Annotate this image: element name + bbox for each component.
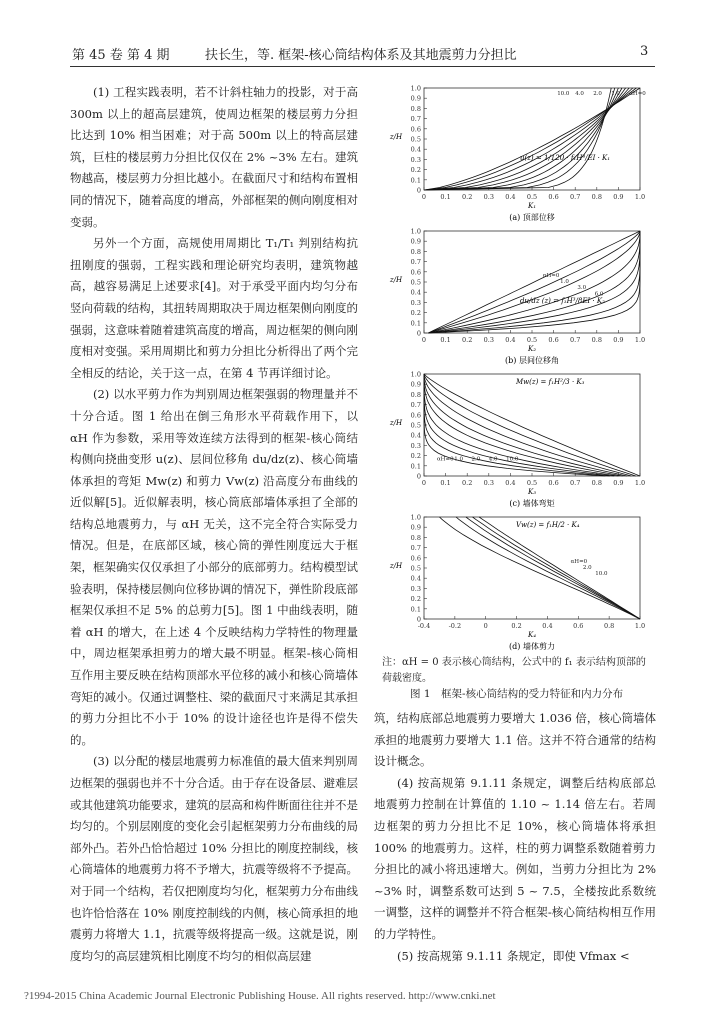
y-tick-label: 0.1 (410, 605, 421, 614)
x-tick-label: 0.4 (542, 622, 553, 630)
y-tick-label: 0.7 (410, 544, 421, 553)
x-tick-label: 0.4 (505, 336, 516, 344)
x-tick-label: 0.1 (440, 336, 451, 344)
y-tick-label: 0.8 (410, 247, 421, 256)
x-tick-label: 1.0 (634, 479, 646, 487)
paragraph-1: (1) 工程实践表明，若不计斜柱轴力的投影，对于高 300m 以上的超高层建筑，使周边框架的楼层剪力分担比达到 10% 相当困难；对于高 500m 以上的特高层建筑，巨柱的楼层剪力分担比仅仅在 2% ~3% 左右。建筑物越高，楼层剪力分担比越小。在截面尺寸和结构布置相同的情况下，随着高度的增高，外部框架的侧向刚度相对变弱。 (70, 85, 358, 229)
y-tick-label: 0.3 (410, 298, 421, 307)
x-axis-label: K₁ (527, 202, 537, 210)
curve-label: 2.0 (582, 565, 592, 572)
y-tick-label: 0.4 (410, 288, 421, 297)
x-tick-label: 0.4 (505, 479, 516, 487)
y-tick-label: 0.7 (410, 401, 421, 410)
header-rule (70, 66, 655, 67)
y-tick-label: 0.4 (410, 145, 421, 154)
curve-label: 2.0 (593, 91, 602, 98)
panel-caption: (d) 墙体剪力 (509, 642, 555, 651)
curve-αH=0 (428, 231, 640, 333)
x-tick-label: 0.3 (483, 479, 494, 487)
y-tick-label: 1.0 (410, 84, 421, 93)
curve-label: 10.0 (557, 91, 570, 98)
panel-caption: (c) 墙体弯矩 (509, 499, 555, 508)
y-tick-label: 0.9 (410, 523, 421, 532)
y-tick-label: 0.3 (410, 584, 421, 593)
curve-1.0 (473, 517, 641, 619)
copyright-footer: ?1994-2015 China Academic Journal Electronic Publishing House. All rights reserved. http://www.cnki.net (24, 990, 496, 1002)
x-tick-label: 0 (421, 193, 427, 201)
x-tick-label: 0 (421, 479, 427, 487)
x-tick-label: 0.1 (440, 193, 451, 201)
figure-note: 注：αH = 0 表示核心筒结构，公式中的 f₁ 表示结构顶部的荷载密度。 (382, 657, 646, 684)
x-tick-label: 0.6 (548, 336, 559, 344)
y-tick-label: 0 (416, 615, 421, 624)
y-axis-label: z/H (389, 133, 403, 141)
y-axis-label: z/H (389, 562, 403, 570)
left-column (70, 82, 358, 967)
paragraph-6: (4) 按高规第 9.1.11 条规定，调整后结构底部总地震剪力控制在计算值的 1.10 ~ 1.14 倍左右。若周边框架的剪力分担比不足 10%，核心筒墙体将承担 100% 的地震剪力。这样，柱的剪力调整系数随着剪力分担比的减小将迅速增大。例如，当剪力分担比为 2% ~3% 时，调整系数可达到 5 ~ 7.5，全楼按此系数统一调整，这样的调整并不符合框架-核心筒结构相互作用的力学特性。 (374, 775, 656, 941)
curve-label: 10.0 (506, 456, 519, 463)
x-tick-label: 0.8 (591, 193, 602, 201)
x-tick-label: 0.6 (548, 479, 559, 487)
curve-label: 4.0 (488, 456, 498, 463)
paragraph-5: 筑，结构底部总地震剪力要增大 1.036 倍，核心筒墙体承担的地震剪力要增大 1.1 倍。这并不符合通常的结构设计概念。 (374, 711, 656, 769)
y-tick-label: 0.6 (410, 125, 421, 134)
curve-2.0 (424, 88, 626, 190)
curve-1.0 (424, 88, 633, 190)
x-tick-label: 0.1 (440, 479, 451, 487)
curve-label: αH=0 (570, 558, 588, 565)
x-tick-label: 0.8 (603, 622, 615, 630)
x-tick-label: 1.0 (634, 193, 646, 201)
x-tick-label: 0 (421, 336, 427, 344)
y-tick-label: 0.6 (410, 268, 421, 277)
paragraph-4: (3) 以分配的楼层地震剪力标准值的最大值来判别周边框架的强弱也并不十分合适。由于存在设备层、避难层或其他建筑功能要求，建筑的层高和构件断面往往并不是均匀的。个别层刚度的变化会引起框架剪力分布曲线的局部外凸。若外凸恰恰超过 10% 分担比的刚度控制线，核心筒墙体的地震剪力将不予增大，抗震等级将不予提高。对于同一个结构，若仅把刚度均匀化，框架剪力分布曲线也许恰恰落在 10% 刚度控制线的内侧，核心筒承担的地震剪力将增大 1.1，抗震等级将提高一级。这就是说，刚度均匀的高层建筑相比刚度不均匀的相似高层建 (70, 754, 358, 963)
panel-formula: du/dz (z) = f₁H³/8EI · K₂ (520, 297, 605, 305)
x-tick-label: 0 (483, 622, 488, 630)
panel-formula: Vw(z) = f₁H/2 · K₄ (516, 521, 580, 529)
x-tick-label: -0.4 (417, 622, 431, 630)
right-column (374, 708, 656, 967)
paragraph-2: 另外一个方面，高规使用周期比 T₁/T₁ 判别结构抗扭刚度的强弱，工程实践和理论研究均表明，建筑物越高，越容易满足上述要求[4]。对于承受平面内均匀分布竖向荷载的结构，其扭转周期取决于周边框架侧向刚度的强弱，这意味着随着建筑高度的增高，周边框架的侧向刚度相对变强。采用周期比和剪力分担比分析得出了两个完全相反的结论，关于这一点，在第 4 节再详细讨论。 (70, 236, 358, 380)
x-tick-label: 0.9 (613, 336, 624, 344)
y-tick-label: 0.2 (410, 309, 421, 318)
y-tick-label: 0.1 (410, 462, 421, 471)
x-tick-label: 0.2 (462, 193, 473, 201)
y-tick-label: 0.3 (410, 155, 421, 164)
x-tick-label: 0.5 (526, 193, 538, 201)
y-tick-label: 0.1 (410, 319, 421, 328)
x-tick-label: -0.2 (448, 622, 462, 630)
curve-label: αH=0 (629, 91, 646, 98)
x-tick-label: 0.5 (526, 336, 538, 344)
journal-volume: 第 45 卷 第 4 期 (72, 48, 170, 63)
y-tick-label: 0 (416, 472, 421, 481)
y-tick-label: 0.5 (410, 278, 421, 287)
curve-label: 6.0 (594, 291, 604, 298)
curve-label: 1.0 (454, 456, 463, 463)
figure-1 (382, 84, 654, 659)
panel-formula: u(z) = 1/120 · f₁H⁴/EI · K₁ (520, 154, 611, 162)
y-tick-label: 0.5 (410, 564, 421, 573)
y-tick-label: 0.5 (410, 135, 421, 144)
curve-label: 2.0 (471, 456, 481, 463)
x-tick-label: 0.2 (511, 622, 522, 630)
x-tick-label: 1.0 (634, 622, 646, 630)
y-tick-label: 0.7 (410, 258, 421, 267)
y-tick-label: 0.7 (410, 115, 421, 124)
x-axis-label: K₂ (527, 345, 537, 353)
page-number: 3 (640, 44, 649, 59)
y-tick-label: 0.8 (410, 533, 421, 542)
curve-αH=0 (479, 517, 640, 619)
x-tick-label: 0.4 (505, 193, 516, 201)
x-tick-label: 0.8 (591, 479, 602, 487)
y-tick-label: 0.6 (410, 411, 421, 420)
figure-caption: 图 1 框架-核心筒结构的受力特征和内力分布 (410, 688, 624, 700)
y-tick-label: 0 (416, 329, 421, 338)
curve-label: 10.0 (595, 571, 608, 578)
x-tick-label: 0.7 (570, 193, 581, 201)
curve-10.0 (424, 88, 611, 190)
y-tick-label: 0.2 (410, 452, 421, 461)
x-tick-label: 0.6 (573, 622, 584, 630)
y-tick-label: 0.9 (410, 380, 421, 389)
curve-label: 4.0 (575, 91, 584, 98)
x-tick-label: 0.2 (462, 479, 473, 487)
x-tick-label: 0.3 (483, 336, 494, 344)
x-tick-label: 0.8 (591, 336, 602, 344)
y-axis-label: z/H (389, 419, 403, 427)
panel-formula: Mw(z) = f₁H²/3 · K₃ (516, 378, 585, 386)
x-tick-label: 0.3 (483, 193, 494, 201)
x-axis-label: K₄ (527, 631, 537, 639)
y-tick-label: 0.5 (410, 421, 421, 430)
panel-caption: (a) 顶部位移 (509, 213, 555, 222)
y-tick-label: 0.2 (410, 166, 421, 175)
y-axis-label: z/H (389, 276, 403, 284)
paragraph-3: (2) 以水平剪力作为判别周边框架强弱的物理量并不十分合适。图 1 给出在倒三角形水平荷载作用下，以 αH 作为参数，采用等效连续方法得到的框架-核心筒结构侧向挠曲变形 u(z)、层间位移角 du/dz(z)、核心筒墙体承担的弯矩 Mw(z) 和剪力 Vw(z) 沿高度分布曲线的近似解[5]。近似解表明，核心筒底部墙体承担了全部的结构总地震剪力，与 αH 无关，这不完全符合实际受力情况。但是，在底部区域，核心筒的弹性刚度远大于框架，框架确实仅仅承担了小部分的底部剪力。结构模型试验表明，保持楼层侧向位移协调的情况下，弹性阶段底部框架仅承担不足 5% 的总剪力[5]。图 1 中曲线表明，随着 αH 的增大，在上述 4 个反映结构力学特性的物理量中，周边框架承担剪力的增大最不明显。框架-核心筒相互作用主要反映在结构顶部水平位移的减小和核心筒墙体弯矩的减小。仅通过调整柱、梁的截面尺寸来满足其承担的剪力分担比不小于 10% 的设计途径也许是得不偿失的。 (70, 387, 358, 747)
curve-4.0 (424, 88, 618, 190)
y-tick-label: 0.9 (410, 94, 421, 103)
y-tick-label: 1.0 (410, 227, 421, 236)
x-tick-label: 0.2 (462, 336, 473, 344)
curve-label: 1.0 (611, 91, 620, 98)
y-tick-label: 0.6 (410, 554, 421, 563)
curve-label: αH=0 (542, 272, 560, 279)
running-title: 扶长生，等. 框架-核心筒结构体系及其地震剪力分担比 (205, 48, 517, 63)
curve-3.0 (424, 88, 622, 190)
paragraph-7: (5) 按高规第 9.1.11 条规定，即使 Vfmax < (397, 948, 630, 963)
y-tick-label: 0.8 (410, 390, 421, 399)
y-tick-label: 1.0 (410, 370, 421, 379)
y-tick-label: 0 (416, 186, 421, 195)
curve-label: αH=0 (436, 456, 454, 463)
x-axis-label: K₃ (527, 488, 537, 496)
y-tick-label: 0.8 (410, 104, 421, 113)
y-tick-label: 0.4 (410, 431, 421, 440)
y-tick-label: 0.4 (410, 574, 421, 583)
x-tick-label: 0.6 (548, 193, 559, 201)
panel-caption: (b) 层间位移角 (505, 356, 559, 365)
y-tick-label: 0.2 (410, 595, 421, 604)
x-tick-label: 1.0 (634, 336, 646, 344)
x-tick-label: 0.7 (570, 336, 581, 344)
y-tick-label: 0.1 (410, 176, 421, 185)
x-tick-label: 0.9 (613, 479, 624, 487)
y-tick-label: 0.3 (410, 441, 421, 450)
x-tick-label: 0.7 (570, 479, 581, 487)
y-tick-label: 0.9 (410, 237, 421, 246)
y-tick-label: 1.0 (410, 513, 421, 522)
x-tick-label: 0.5 (526, 479, 538, 487)
curve-0.5 (424, 88, 636, 190)
curve-label: 1.0 (560, 279, 569, 286)
x-tick-label: 0.9 (613, 193, 624, 201)
curve-label: 3.0 (577, 285, 587, 292)
